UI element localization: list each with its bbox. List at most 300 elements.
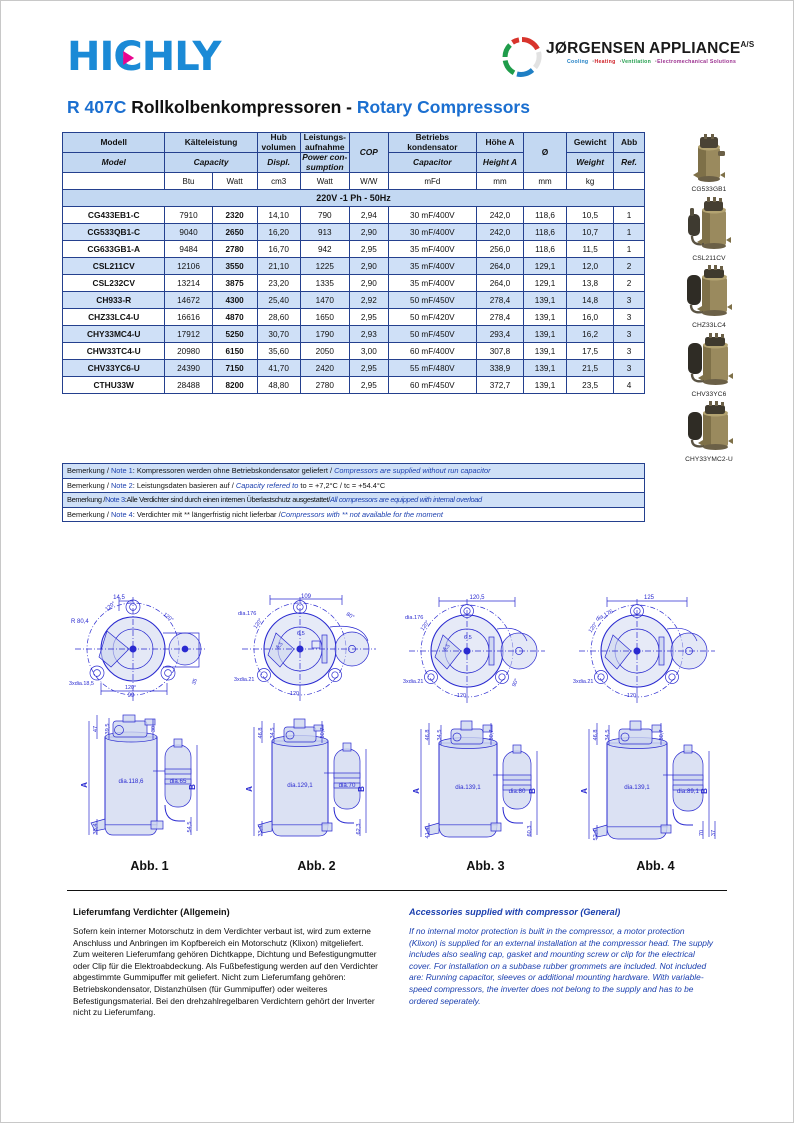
svg-text:120°: 120° — [419, 619, 432, 633]
drawing-1-svg — [67, 593, 232, 855]
svg-text:3xdia.21: 3xdia.21 — [403, 679, 424, 685]
cell-model: CHZ33LC4-U — [63, 309, 165, 326]
cell-diameter: 118,6 — [524, 207, 567, 224]
svg-text:46,8: 46,8 — [258, 727, 264, 739]
cell-weight: 21,5 — [567, 360, 614, 377]
cell-btu: 7910 — [165, 207, 212, 224]
cell-height: 338,9 — [476, 360, 523, 377]
th-capacity-en: Capacity — [165, 153, 257, 173]
product-photo-caption: CSL211CV — [692, 255, 726, 262]
th-weight-en: Weight — [567, 153, 614, 173]
cell-capacitor: 55 mF/480V — [388, 360, 476, 377]
product-photo-caption: CHV33YC6 — [691, 391, 727, 398]
cell-diameter: 139,1 — [524, 309, 567, 326]
page-header — [61, 31, 755, 93]
table-row — [63, 207, 645, 224]
cell-power: 1470 — [300, 292, 349, 309]
cell-watt: 3875 — [212, 275, 257, 292]
svg-text:34,5: 34,5 — [605, 729, 611, 741]
th-power-en-line2: sumption — [305, 161, 344, 172]
drawing-2-caption: Abb. 2 — [297, 859, 336, 873]
compressor-photo-chz33lc4 — [676, 265, 742, 321]
cell-power: 942 — [300, 241, 349, 258]
cell-watt: 2320 — [212, 207, 257, 224]
cell-height: 307,8 — [476, 343, 523, 360]
cell-diameter: 139,1 — [524, 360, 567, 377]
th-cop: COP — [349, 133, 388, 173]
notes-table — [62, 463, 645, 522]
th-power-en-line1: Power con- — [302, 152, 348, 162]
cell-ref: 1 — [614, 224, 645, 241]
svg-text:120°: 120° — [290, 691, 302, 697]
cell-weight: 16,2 — [567, 326, 614, 343]
note-row — [63, 464, 645, 479]
cell-model: CG533QB1-C — [63, 224, 165, 241]
unit-power-watt: Watt — [300, 173, 349, 190]
table-header-row-de — [63, 133, 645, 153]
cell-power: 2420 — [300, 360, 349, 377]
cell-model: CSL211CV — [63, 258, 165, 275]
cell-ref: 1 — [614, 241, 645, 258]
th-power-de-line2: aufnahme — [304, 141, 345, 152]
svg-text:6,5: 6,5 — [464, 635, 472, 641]
svg-text:30: 30 — [151, 725, 157, 733]
table-row — [63, 360, 645, 377]
product-photo-column — [649, 133, 769, 466]
svg-text:41,4: 41,4 — [425, 827, 431, 839]
cell-cm3: 16,70 — [257, 241, 300, 258]
cell-model: CHW33TC4-U — [63, 343, 165, 360]
svg-text:33,4: 33,4 — [258, 825, 264, 837]
cell-btu: 28488 — [165, 377, 212, 394]
cell-ref: 2 — [614, 258, 645, 275]
th-height-de: Höhe A — [476, 133, 523, 153]
cell-ref: 3 — [614, 292, 645, 309]
product-photo-item — [649, 401, 769, 463]
cell-power: 790 — [300, 207, 349, 224]
note-1 — [63, 464, 645, 479]
cell-weight: 14,8 — [567, 292, 614, 309]
technical-drawings-section — [63, 593, 733, 873]
technical-drawing-2 — [234, 593, 399, 873]
drawing-2-svg — [234, 593, 399, 855]
note-4-de: : Verdichter mit ** längerfristig nicht lieferbar / — [132, 509, 281, 519]
svg-text:120°: 120° — [587, 621, 600, 635]
cell-height: 242,0 — [476, 207, 523, 224]
svg-text:46,8: 46,8 — [593, 729, 599, 741]
cell-cop: 2,95 — [349, 360, 388, 377]
tagline-electromechanical: Electromechanical Solutions — [657, 59, 737, 65]
table-row — [63, 326, 645, 343]
cell-watt: 5250 — [212, 326, 257, 343]
cell-btu: 20980 — [165, 343, 212, 360]
svg-text:6,5: 6,5 — [442, 643, 452, 653]
th-diameter: Ø — [524, 133, 567, 173]
note-row — [63, 507, 645, 522]
note-3-en: All compressors are equipped with internal overload — [329, 495, 482, 504]
table-row — [63, 258, 645, 275]
svg-text:47: 47 — [93, 725, 99, 733]
cell-cop: 2,92 — [349, 292, 388, 309]
cell-weight: 17,5 — [567, 343, 614, 360]
unit-watt: Watt — [212, 173, 257, 190]
cell-cm3: 30,70 — [257, 326, 300, 343]
jorgensen-suffix: A/S — [740, 40, 755, 49]
svg-text:dia.176: dia.176 — [238, 611, 257, 617]
table-units-row — [63, 173, 645, 190]
note-row — [63, 493, 645, 508]
svg-text:3xdia.21: 3xdia.21 — [573, 679, 594, 685]
cell-diameter: 129,1 — [524, 275, 567, 292]
cell-btu: 16616 — [165, 309, 212, 326]
cell-height: 372,7 — [476, 377, 523, 394]
cell-btu: 14672 — [165, 292, 212, 309]
note-2 — [63, 478, 645, 493]
highly-logo-text-1: HI — [67, 34, 114, 80]
product-photo-item — [649, 196, 769, 262]
cell-height: 264,0 — [476, 275, 523, 292]
svg-text:B: B — [357, 786, 366, 792]
compressor-photo-cg533gb1 — [680, 133, 738, 185]
cell-model: CG433EB1-C — [63, 207, 165, 224]
th-capacitor-de-line2: kondensator — [407, 141, 458, 152]
svg-text:dia.139,1: dia.139,1 — [455, 784, 481, 791]
cell-cop: 2,90 — [349, 275, 388, 292]
highly-logo-g: C — [113, 34, 142, 80]
cell-watt: 8200 — [212, 377, 257, 394]
cell-capacitor: 60 mF/450V — [388, 377, 476, 394]
note-1-de: : Kompressoren werden ohne Betriebskondensator geliefert / — [132, 466, 335, 475]
jorgensen-name: JØRGENSEN $APPLIANCE^{A/S}$ — [546, 40, 755, 58]
cell-model: CSL232CV — [63, 275, 165, 292]
note-2-en: Capacity refered to — [235, 480, 299, 490]
cell-btu: 24390 — [165, 360, 212, 377]
svg-text:3xdia.18,5: 3xdia.18,5 — [69, 681, 94, 687]
technical-drawing-4 — [573, 593, 738, 873]
svg-text:dia.89,1: dia.89,1 — [676, 788, 700, 795]
technical-drawing-1 — [67, 593, 232, 873]
svg-text:70: 70 — [699, 829, 705, 837]
svg-text:120°: 120° — [627, 693, 639, 699]
cell-weight: 12,0 — [567, 258, 614, 275]
note-row — [63, 478, 645, 493]
product-photo-caption: CHY33YMC2-U — [685, 456, 733, 463]
cell-capacitor: 30 mF/400V — [388, 207, 476, 224]
unit-kg: kg — [567, 173, 614, 190]
cell-cop: 2,90 — [349, 258, 388, 275]
cell-cop: 2,95 — [349, 377, 388, 394]
cell-capacitor: 60 mF/400V — [388, 343, 476, 360]
cell-btu: 9040 — [165, 224, 212, 241]
cell-ref: 4 — [614, 377, 645, 394]
cell-ref: 3 — [614, 326, 645, 343]
note-3-label: Bemerkung / — [67, 495, 106, 504]
note-1-en: Compressors are supplied without run capacitor — [334, 466, 491, 475]
cell-watt: 3550 — [212, 258, 257, 275]
cell-ref: 3 — [614, 343, 645, 360]
svg-text:30,7: 30,7 — [659, 729, 665, 741]
cell-capacitor: 50 mF/450V — [388, 326, 476, 343]
cell-cm3: 28,60 — [257, 309, 300, 326]
compressor-photo-chy33ymc2-u — [676, 401, 742, 455]
cell-watt: 4300 — [212, 292, 257, 309]
svg-text:B: B — [700, 788, 709, 794]
unit-ref — [614, 173, 645, 190]
technical-drawing-3 — [403, 593, 568, 873]
cell-capacitor: 35 mF/400V — [388, 241, 476, 258]
cell-diameter: 139,1 — [524, 377, 567, 394]
cell-cm3: 14,10 — [257, 207, 300, 224]
cell-height: 293,4 — [476, 326, 523, 343]
cell-weight: 10,5 — [567, 207, 614, 224]
svg-text:37: 37 — [711, 829, 717, 837]
table-row — [63, 224, 645, 241]
cell-watt: 6150 — [212, 343, 257, 360]
svg-text:99: 99 — [127, 693, 135, 699]
cell-model: CHV33YC6-U — [63, 360, 165, 377]
scope-of-supply-german — [73, 907, 378, 1019]
product-photo-caption: CG533GB1 — [691, 186, 727, 193]
unit-cm3: cm3 — [257, 173, 300, 190]
svg-text:120°: 120° — [125, 685, 137, 691]
jorgensen-ring-icon — [501, 36, 543, 78]
svg-text:90°: 90° — [511, 677, 521, 688]
product-photo-caption: CHZ33LC4 — [692, 322, 726, 329]
cell-ref: 3 — [614, 309, 645, 326]
svg-text:39,5: 39,5 — [105, 723, 111, 735]
cell-cop: 2,94 — [349, 207, 388, 224]
title-dash: - — [346, 97, 352, 117]
drawing-4-svg — [573, 593, 738, 855]
scope-of-supply-de-body: Sofern kein interner Motorschutz in dem Verdichter verbaut ist, wird zum externe Anschluss und Anbringen im Kopfbereich ein Motorschutz (Klixon) mitgeliefert. Zum weiteren Lieferumfang gehören Dichtkappe, Dichtung und Befestigungmutter oder Clip für die Elektroabdeckung. Als Fußbefestigung werden auf den Verdichter abgestimmte Gummipuffer mit geliefert. Nicht zum Lieferumfang gehören: Betriebskondensator, Distanzhülsen (für Gummipuffer) oder weiteres Befestigungsmaterial. Bei den drehzahlregelbaren Verdichtern gehört der Inverter nicht zu Lieferumfang. — [73, 926, 378, 1018]
cell-cm3: 16,20 — [257, 224, 300, 241]
th-displacement-en: Displ. — [257, 153, 300, 173]
cell-diameter: 139,1 — [524, 292, 567, 309]
svg-text:120°: 120° — [161, 611, 175, 624]
highly-logo — [67, 34, 221, 80]
drawing-3-caption: Abb. 3 — [466, 859, 505, 873]
jorgensen-logo — [501, 35, 755, 79]
svg-text:6,5: 6,5 — [275, 641, 285, 651]
svg-text:A: A — [580, 788, 589, 794]
svg-text:6,5: 6,5 — [297, 631, 305, 637]
tagline-cooling: Cooling — [567, 59, 589, 65]
svg-text:120,5: 120,5 — [469, 595, 485, 601]
product-photo-item — [649, 133, 769, 193]
page-title — [67, 97, 530, 118]
note-2-de-tail: to = +7,2°C / tc = +54.4°C — [298, 480, 386, 490]
cell-height: 256,0 — [476, 241, 523, 258]
scope-of-supply-de-heading: Lieferumfang Verdichter (Allgemein) — [73, 907, 230, 917]
note-4 — [63, 507, 645, 522]
cell-cm3: 35,60 — [257, 343, 300, 360]
cell-power: 913 — [300, 224, 349, 241]
svg-text:3xdia.21: 3xdia.21 — [234, 677, 255, 683]
th-power-de-line1: Leistungs- — [303, 132, 346, 142]
cell-model: CH933-R — [63, 292, 165, 309]
note-3-de: :Alle Verdichter sind durch einen internen Überlastschutz ausgestattet/ — [124, 495, 330, 504]
svg-text:125: 125 — [643, 595, 655, 601]
cell-height: 278,4 — [476, 309, 523, 326]
cell-capacitor: 50 mF/450V — [388, 292, 476, 309]
svg-text:80°: 80° — [345, 611, 356, 621]
note-3-number: Note 3 — [105, 495, 125, 504]
unit-mfd: mFd — [388, 173, 476, 190]
cell-btu: 12106 — [165, 258, 212, 275]
cell-cop: 2,95 — [349, 309, 388, 326]
th-capacitor-de — [388, 133, 476, 153]
specification-table — [62, 132, 645, 394]
drawing-3-svg — [403, 593, 568, 855]
tagline-ventilation: Ventilation — [621, 59, 652, 65]
th-weight-de: Gewicht — [567, 133, 614, 153]
th-height-en: Height A — [476, 153, 523, 173]
voltage-band-row — [63, 190, 645, 207]
svg-text:34,5: 34,5 — [437, 729, 443, 741]
svg-text:R 80,4: R 80,4 — [71, 619, 89, 625]
th-power-en — [300, 153, 349, 173]
drawing-4-caption: Abb. 4 — [636, 859, 675, 873]
table-row — [63, 377, 645, 394]
cell-capacitor: 50 mF/420V — [388, 309, 476, 326]
note-2-number: Note 2 — [110, 480, 133, 490]
unit-btu: Btu — [165, 173, 212, 190]
svg-text:A: A — [412, 788, 421, 794]
svg-text:A: A — [245, 786, 254, 792]
cell-model: CTHU33W — [63, 377, 165, 394]
svg-text:30,7: 30,7 — [320, 727, 326, 739]
table-row — [63, 292, 645, 309]
compressor-photo-chv33yc6 — [676, 332, 742, 390]
unit-height-mm: mm — [476, 173, 523, 190]
compressor-photo-csl211cv — [676, 196, 742, 254]
cell-capacitor: 30 mF/400V — [388, 224, 476, 241]
th-displacement-de — [257, 133, 300, 153]
svg-text:62,3: 62,3 — [356, 823, 362, 835]
cell-ref: 3 — [614, 360, 645, 377]
cell-power: 1790 — [300, 326, 349, 343]
svg-text:14,5: 14,5 — [113, 595, 125, 601]
cell-cm3: 48,80 — [257, 377, 300, 394]
cell-cm3: 21,10 — [257, 258, 300, 275]
cell-power: 1335 — [300, 275, 349, 292]
cell-watt: 4870 — [212, 309, 257, 326]
cell-ref: 1 — [614, 207, 645, 224]
cell-weight: 11,5 — [567, 241, 614, 258]
table-row — [63, 241, 645, 258]
svg-text:dia.129,1: dia.129,1 — [287, 782, 313, 789]
scope-of-supply-en-body: If no internal motor protection is built in the compressor, a motor protection (Klixon) is supplied for an external installation at the compressor head. The supply includes also sealing cap, gasket and mounting screw or clip for the electrical cover. For installation on a subbase rubber grommets are included. Not included are: Running capacitor, sleeves or additional mounting hardware. With variable-speed compressors, the inverter does not belong to the supply and has to be ordered seperately. — [409, 926, 713, 1006]
svg-text:120°: 120° — [252, 617, 265, 631]
svg-text:33,4: 33,4 — [93, 823, 99, 835]
table-row — [63, 343, 645, 360]
svg-text:109: 109 — [300, 594, 312, 600]
cell-ref: 2 — [614, 275, 645, 292]
note-4-number: Note 4 — [110, 509, 133, 519]
title-refrigerant-code: R 407C — [67, 97, 127, 117]
cell-cm3: 25,40 — [257, 292, 300, 309]
svg-text:46,8: 46,8 — [425, 729, 431, 741]
note-1-label: Bemerkung / — [67, 466, 111, 475]
cell-cop: 3,00 — [349, 343, 388, 360]
notes-section — [62, 463, 645, 522]
table-row — [63, 275, 645, 292]
voltage-band-label: 220V -1 Ph - 50Hz — [63, 190, 645, 207]
cell-watt: 2650 — [212, 224, 257, 241]
cell-power: 2780 — [300, 377, 349, 394]
product-photo-item — [649, 332, 769, 398]
svg-text:52,4: 52,4 — [593, 829, 599, 841]
th-displacement-de-line1: Hub — [270, 132, 287, 142]
note-2-de: : Leistungsdaten basieren auf / — [132, 480, 236, 490]
tagline-heating: Heating — [594, 59, 616, 65]
horizontal-divider — [67, 890, 727, 891]
svg-text:dia.118,6: dia.118,6 — [118, 778, 144, 785]
th-capacitor-en: Capacitor — [388, 153, 476, 173]
cell-height: 278,4 — [476, 292, 523, 309]
unit-model — [63, 173, 165, 190]
specification-table-wrapper — [62, 132, 645, 394]
svg-text:dia.80: dia.80 — [508, 788, 526, 795]
cell-btu: 9484 — [165, 241, 212, 258]
scope-of-supply-english — [409, 907, 714, 1007]
th-ref-de: Abb — [614, 133, 645, 153]
svg-text:A: A — [80, 782, 89, 788]
cell-height: 264,0 — [476, 258, 523, 275]
svg-text:54,5: 54,5 — [187, 821, 193, 833]
cell-height: 242,0 — [476, 224, 523, 241]
cell-weight: 10,7 — [567, 224, 614, 241]
cell-diameter: 139,1 — [524, 343, 567, 360]
cell-watt: 2780 — [212, 241, 257, 258]
note-2-label: Bemerkung / — [67, 480, 111, 490]
cell-cm3: 23,20 — [257, 275, 300, 292]
drawing-1-caption: Abb. 1 — [130, 859, 169, 873]
svg-text:dia.139,1: dia.139,1 — [624, 784, 650, 791]
cell-model: CHY33MC4-U — [63, 326, 165, 343]
svg-text:B: B — [188, 784, 197, 790]
jorgensen-tagline: Cooling ·Heating ·Ventilation ·Electromechanical Solutions — [567, 59, 737, 65]
cell-btu: 13214 — [165, 275, 212, 292]
cell-power: 2050 — [300, 343, 349, 360]
note-3 — [63, 493, 645, 508]
th-model-de: Modell — [63, 133, 165, 153]
svg-text:120°: 120° — [457, 693, 469, 699]
cell-diameter: 118,6 — [524, 241, 567, 258]
highly-logo-text-2: HLY — [141, 34, 221, 80]
cell-weight: 23,5 — [567, 377, 614, 394]
product-photo-item — [649, 265, 769, 329]
svg-text:dia.176: dia.176 — [405, 615, 424, 621]
cell-cop: 2,95 — [349, 241, 388, 258]
cell-power: 1225 — [300, 258, 349, 275]
th-capacity-de: Kälteleistung — [165, 133, 257, 153]
note-4-en: Compressors with ** not available for the moment — [280, 509, 443, 519]
scope-of-supply-en-heading: Accessories supplied with compressor (General) — [409, 907, 621, 917]
svg-text:30,7: 30,7 — [489, 729, 495, 741]
cell-weight: 13,8 — [567, 275, 614, 292]
cell-capacitor: 35 mF/400V — [388, 258, 476, 275]
cell-diameter: 139,1 — [524, 326, 567, 343]
cell-diameter: 129,1 — [524, 258, 567, 275]
th-ref-en: Ref. — [614, 153, 645, 173]
svg-text:B: B — [528, 788, 537, 794]
unit-cop: W/W — [349, 173, 388, 190]
svg-text:120°: 120° — [104, 600, 117, 613]
cell-cop: 2,90 — [349, 224, 388, 241]
note-4-label: Bemerkung / — [67, 509, 111, 519]
cell-btu: 17912 — [165, 326, 212, 343]
